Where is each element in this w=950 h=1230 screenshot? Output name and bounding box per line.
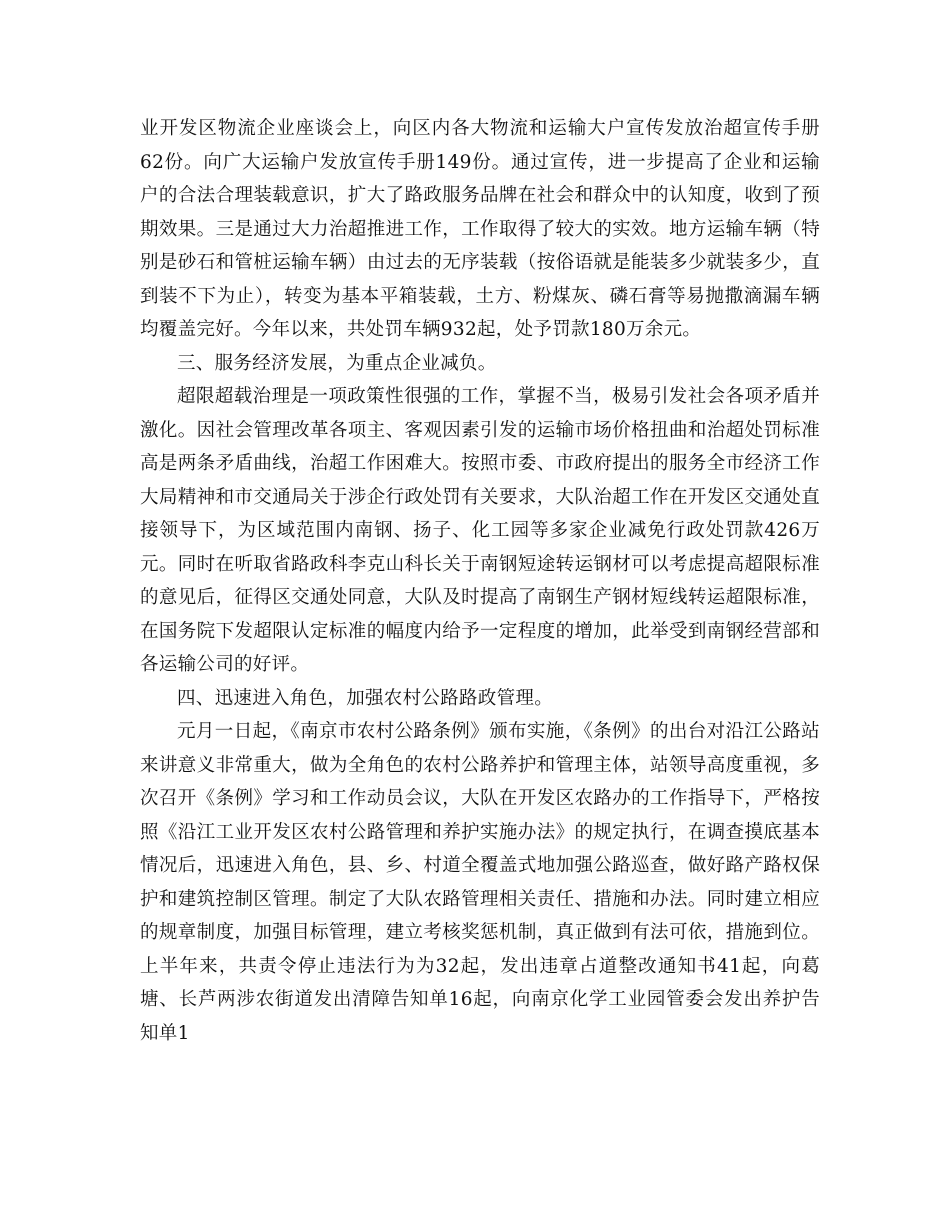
section-heading-three: 三、服务经济发展，为重点企业减负。 (177, 352, 497, 374)
paragraph-overload-governance: 超限超载治理是一项政策性很强的工作，掌握不当，极易引发社会各项矛盾并激化。因社会管理改革各项主、客观因素引发的运输市场价格扭曲和治超处罚标准高是两条矛盾曲线，治超工作困难大。按照市委、市政府提出的服务全市经济工作大局精神和市交通局关于涉企行政处罚有关要求，大队治超工作在开发区交通处直接领导下，为区域范围内南钢、扬子、化工园等多家企业减免行政处罚款426万元。同时在听取省路政科李克山科长关于南钢短途转运钢材可以考虑提高超限标准的意见后，征得区交通处同意，大队及时提高了南钢生产钢材短线转运超限标准，在国务院下发超限认定标准的幅度内给予一定程度的增加，此举受到南钢经营部和各运输公司的好评。 (140, 386, 820, 675)
section-heading-four: 四、迅速进入角色，加强农村公路路政管理。 (177, 687, 554, 709)
paragraph-rural-road-management: 元月一日起，《南京市农村公路条例》颁布实施，《条例》的出台对沿江公路站来讲意义非常重大，做为全角色的农村公路养护和管理主体，站领导高度重视，多次召开《条例》学习和工作动员会议，大队在开发区农路办的工作指导下，严格按照《沿江工业开发区农村公路管理和养护实施办法》的规定执行，在调查摸底基本情况后，迅速进入角色，县、乡、村道全覆盖式地加强公路巡查，做好路产路权保护和建筑控制区管理。制定了大队农路管理相关责任、措施和办法。同时建立相应的规章制度，加强目标管理，建立考核奖惩机制，真正做到有法可依，措施到位。上半年来，共责令停止违法行为为32起，发出违章占道整改通知书41起，向葛塘、长芦两涉农街道发出清障告知单16起，向南京化学工业园管委会发出养护告知单1 (140, 721, 820, 1044)
paragraph-continuation: 业开发区物流企业座谈会上，向区内各大物流和运输大户宣传发放治超宣传手册62份。向广大运输户发放宣传手册149份。通过宣传，进一步提高了企业和运输户的合法合理装载意识，扩大了路政服务品牌在社会和群众中的认知度，收到了预期效果。三是通过大力治超推进工作，工作取得了较大的实效。地方运输车辆（特别是砂石和管桩运输车辆）由过去的无序装载（按俗语就是能装多少就装多少，直到装不下为止），转变为基本平箱装载，土方、粉煤灰、磷石膏等易抛撒滴漏车辆均覆盖完好。今年以来，共处罚车辆932起，处予罚款180万余元。 (140, 118, 820, 340)
document-body (140, 112, 820, 1050)
